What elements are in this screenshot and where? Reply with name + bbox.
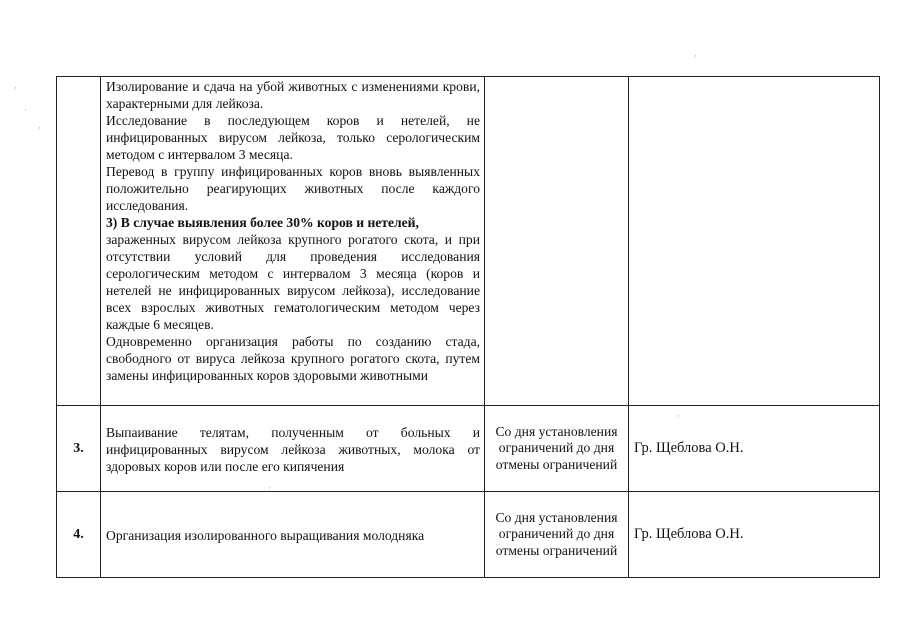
- measure-paragraph: Одновременно организация работы по созданию стада, свободного от вируса лейкоза крупного рогатого скота, путем замены инфицированных коров здоровыми животными: [106, 334, 480, 383]
- row-number-cell: 4.: [57, 492, 101, 578]
- scan-speck: ·: [24, 105, 27, 115]
- measures-table: [56, 76, 880, 578]
- measure-paragraph: Изолирование и сдача на убой животных с изменениями крови, характерными для лейкоза.: [106, 79, 480, 111]
- measure-paragraph: Организация изолированного выращивания молодняка: [106, 527, 425, 543]
- measure-cell: [101, 492, 485, 578]
- row-number-cell: 3.: [57, 406, 101, 492]
- responsible-cell: [629, 77, 880, 406]
- scan-speck: ·: [14, 83, 17, 93]
- responsible-text: Гр. Щеблова О.Н.: [634, 526, 744, 542]
- measure-paragraph: зараженных вирусом лейкоза крупного рогатого скота, и при отсутствии условий для проведения исследования серологическим методом с интервалом 3 месяца (коров и нетелей не инфицированных вирусом лейкоза), исследование всех взрослых животных гематологическим методом через каждые 6 месяцев.: [106, 232, 480, 332]
- scan-speck: ·: [38, 123, 41, 133]
- date-text: Со дня установления ограничений до дня отмены ограничений: [495, 509, 618, 558]
- scan-speck: ·: [677, 411, 680, 421]
- measure-paragraph: Выпаивание телятам, полученным от больных и инфицированных вирусом лейкоза животных, молока от здоровых коров или после его кипячения: [106, 424, 480, 474]
- scan-speck: ·: [694, 51, 697, 61]
- scan-speck: ·: [268, 483, 271, 493]
- row-number-cell: [57, 77, 101, 406]
- responsible-text: Гр. Щеблова О.Н.: [634, 440, 744, 456]
- measure-cell: [101, 77, 485, 406]
- table-row: [57, 492, 880, 578]
- measure-paragraph: Перевод в группу инфицированных коров вновь выявленных положительно реагирующих животных после каждого исследования.: [106, 164, 480, 213]
- table-row: [57, 77, 880, 406]
- date-cell: [485, 492, 629, 578]
- responsible-cell: [629, 492, 880, 578]
- measure-cell: [101, 406, 485, 492]
- measure-paragraph-bold: 3) В случае выявления более 30% коров и нетелей,: [106, 215, 419, 230]
- measure-paragraph: Исследование в последующем коров и нетелей, не инфицированных вирусом лейкоза, только серологическим методом с интервалом 3 месяца.: [106, 113, 480, 162]
- responsible-cell: [629, 406, 880, 492]
- table-row: [57, 406, 880, 492]
- date-cell: [485, 77, 629, 406]
- date-text: Со дня установления ограничений до дня отмены ограничений: [495, 423, 618, 472]
- date-cell: [485, 406, 629, 492]
